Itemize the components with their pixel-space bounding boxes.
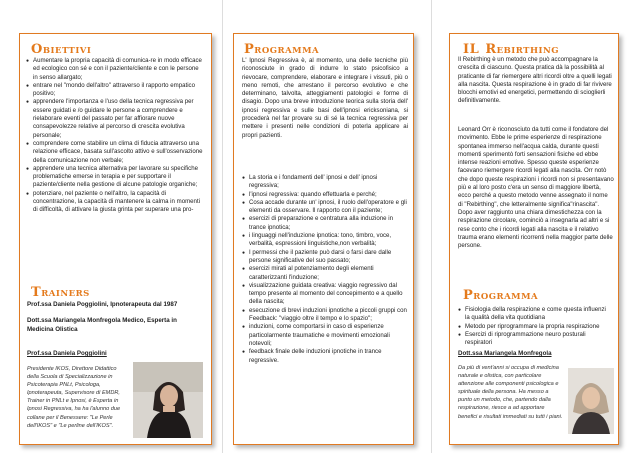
bio-text-poggiolini: Presidente IKOS, Direttore Didattico della Scuola di Specializzazione in Psicoterapia PNLt, Psicologa, Ipnoterapeuta, Supervisore di EMDR, Trainer in PNLt e Ipnosi, è Esperta in Ipnosi Regressiva, ha ha l'alunno due collane per il Benessere: "Le Perle dell'IKOS" e "Le perline dell'IKOS". (27, 366, 121, 429)
trainer-2: Dott.ssa Mariangela Monfregola Medico, Esperta in Medicina Olistica (27, 317, 177, 333)
title-initial: L (469, 42, 480, 57)
photo-monfregola (568, 368, 614, 434)
list-item: ● l'ipnosi regressiva: quando effettuarla e perché; (242, 191, 408, 199)
title-initial: R (485, 42, 497, 57)
title-rest: ROGRAMMA (254, 46, 320, 56)
list-item: ● visualizzazione guidata creativa: viaggio regressivo dal tempo presente al momento del concepimento e a quello della nascita; (242, 282, 408, 307)
programma-list (242, 174, 408, 365)
list-item: ● potenziare, nel paziente o nell'altro, la capacità di concentrazione, la capacità di mantenere la calma in momenti di difficoltà, di attivare la giusta grinta per superare una pro- (26, 190, 204, 215)
list-item: ● apprendere l'importanza e l'uso della tecnica regressiva per essere guidati e /o guidare le persone a comprendere e rielaborare eventi del passato per far affiorare nuove consapevolezze relative al percorso di crescita evolutiva personale; (26, 98, 204, 139)
title-rest: ROGRAMMA (473, 292, 539, 302)
list-item: ● La storia e i fondamenti dell' ipnosi e dell' ipnosi regressiva; (242, 174, 408, 191)
photo-poggiolini (133, 362, 203, 438)
bio-name-poggiolini: Prof.ssa Daniela Poggiolini (27, 350, 107, 357)
panel-programma (233, 33, 414, 445)
list-item: ● i linguaggi nell'induzione ipnotica: tono, timbro, voce, verbalità, espressioni linguistiche,non verbalità; (242, 232, 408, 249)
list-item: ● Fisiologia della respirazione e come questa influenzi la qualità della vita quotidiana (458, 306, 612, 323)
list-item: ● apprendere una tecnica alternativa per lavorare su specifiche problematiche emerse in terapia e per supportare il paziente/cliente nella gestione di alcune patologie organiche; (26, 165, 204, 190)
rebirthing-title (463, 38, 559, 57)
list-item: ● esercizi di preparazione e centratura alla induzione in trance ipnotica; (242, 215, 408, 232)
list-item: ● Aumentare la propria capacità di comunica-re in modo efficace ed ecologico con sé e con il paziente/cliente e con le persone in senso allargato; (26, 57, 204, 82)
obiettivi-title (31, 38, 91, 57)
list-item: ● comprendere come stabilire un clima di fiducia attraverso una relazione efficace, basata sull'ascolto attivo e sull'osservazione della comunicazione non verbale; (26, 140, 204, 165)
list-item: ● I permessi che il paziente può darsi o farsi dare dalle persone significative del suo passato; (242, 249, 408, 266)
list-item: ● Cosa accade durante un' ipnosi, il ruolo dell'operatore e gli elementi da osservare. Il rapporto con il paziente; (242, 199, 408, 216)
title-initial: P (244, 42, 255, 57)
title-initial: T (31, 285, 42, 300)
title-rest: RAINERS (41, 289, 90, 299)
trainers-title (31, 281, 90, 300)
list-item: ● Esercizi di riprogrammazione neuro posturali respiratori (458, 331, 612, 348)
title-initial: O (31, 42, 43, 57)
bio-name-monfregola: Dott.ssa Mariangela Monfregola (458, 350, 552, 357)
programma-intro: L' Ipnosi Regressiva è, al momento, una delle tecniche più riconosciute in grado di indurre lo stato psicofisico a rievocare, comprendere, elaborare e integrare i vissuti, più o meno remoti, che arrestano il percorso evolutivo e che determinano, talvolta, atteggiamenti patologici e forme di disagio. Dopo una breve introduzione teorica sulla storia dell' ipnosi regressiva e sulle basi dell'ipnosi ericksoniana, si procederà nel far provare su di sé la tecnica regressiva per mettere i presenti nelle condizioni di poterla applicare ai propri pazienti. (242, 57, 408, 139)
title-rest: EBIRTHING (496, 46, 560, 56)
bio-text-monfregola: Da più di vent'anni si occupa di medicina naturale e olistica, con particolare attenzione alle componenti psicologica e spirituale della persona. Ha messo a punto un metodo, che, partendo dalla respirazione, riesce a ad apportare benefici e risultati immediati su tutti i piani. (458, 365, 563, 420)
title-initial: I (463, 42, 470, 57)
fold-line-left (222, 0, 223, 453)
list-item: ● entrare nel "mondo dell'altro" attraverso il rapporto empatico positivo; (26, 82, 204, 99)
obiettivi-list (26, 57, 204, 215)
list-item: ● esecuzione di brevi induzioni ipnotiche a piccoli gruppi con Feedback: "viaggio oltre il tempo e lo spazio"; (242, 307, 408, 324)
list-item: ● Metodo per riprogrammare la propria respirazione (458, 323, 612, 331)
panel-obiettivi (19, 33, 212, 445)
programma-2-list (458, 306, 612, 347)
rebirthing-para-2: Leonard Orr è riconosciuto da tutti come il fondatore del movimento. Ebbe le prime esperienze di respirazione spontanea immerso nell'acqua calda, durante questi momenti sperimentò forti sensazioni fisiche ed ebbe intense reazioni emotive. Spesso queste esperienze facevano riemergere ricordi legati alla nascita. Orr notò che dopo queste respirazioni i ricordi non si presentavano più e al loro posto c'era un senso di maggiore libertà, ecco perché a questo metodo venne assegnato il nome di "Rebirthing", che letteralmente significa"rinascita". Dopo aver raggiunto una chiara dimestichezza con la respirazione circolare, cominciò a insegnarla ad altri e si rese conto che i ricordi legati alla nascita e il relativo trauma erano elementi ricorrenti nella maggior parte delle persone. (458, 126, 614, 250)
title-initial: P (463, 288, 474, 303)
panel-rebirthing (449, 33, 619, 445)
rebirthing-para-1: Il Rebirthing è un metodo che può accompagnare la crescita di ciascuno. Questa pratica dà la possibilità al praticante di far riemergere altri ricordi oltre a quelli legati alla nascita. Questa respirazione è in grado di far rivivere blocchi emotivi ed energetici, permettendo di scioglierli definitivamente. (458, 56, 612, 105)
programma-title (244, 38, 319, 57)
list-item: ● induzioni, come comportarsi in caso di esperienze particolarmente traumatiche e movimenti emozionali notevoli; (242, 323, 408, 348)
list-item: ● feedback finale delle induzioni ipnotiche in trance regressive. (242, 348, 408, 365)
programma-2-title (463, 284, 538, 303)
title-rest: BIETTIVI (42, 46, 92, 56)
trainer-1: Prof.ssa Daniela Poggiolini, Ipnoterapeuta dal 1987 (27, 301, 178, 308)
list-item: ● esercizi mirati al potenziamento degli elementi caratterizzanti l'induzione; (242, 265, 408, 282)
fold-line-right (431, 0, 432, 453)
